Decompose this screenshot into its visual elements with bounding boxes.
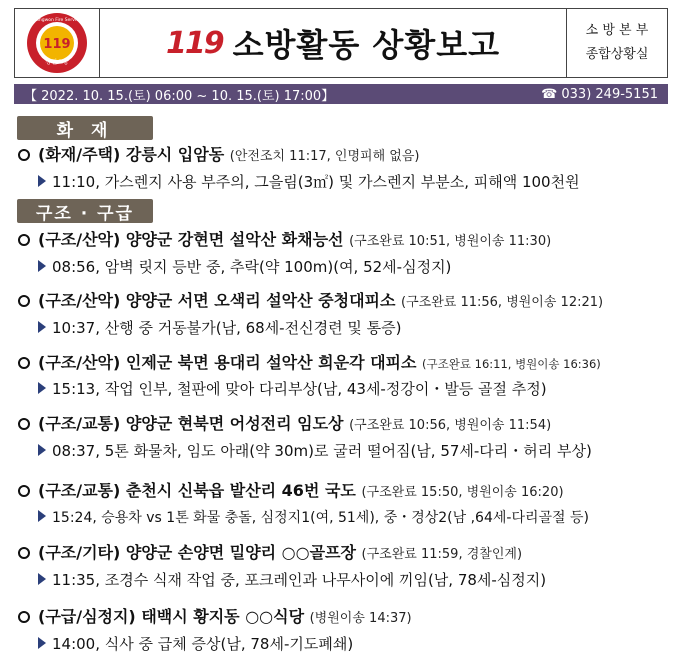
incident-status: (구조완료 11:59, 경찰인계): [361, 547, 523, 562]
incident-detail: 15:13, 작업 인부, 철판에 맞아 다리부상(남, 43세-정강이・발등 골절 추정): [52, 380, 547, 398]
bullet-circle-icon: [18, 611, 30, 623]
triangle-bullet-icon: [38, 637, 46, 649]
incident-status: (안전조치 11:17, 인명피해 없음): [229, 149, 420, 164]
incident-item: [18, 290, 671, 339]
logo-ring-text: Gangwon Fire Service: [32, 18, 82, 23]
incident-title: (구조/산악) 인제군 북면 용대리 설악산 희운각 대피소: [38, 353, 417, 372]
incident-item: [18, 144, 671, 193]
logo-bottom-text: 강원소방: [45, 59, 69, 66]
incident-detail: 11:35, 조경수 식재 작업 중, 포크레인과 나무사이에 끼임(남, 78세-심정지): [52, 571, 547, 589]
incident-item: [18, 606, 671, 655]
report-header: [14, 8, 668, 78]
incident-detail: 08:37, 5톤 화물차, 임도 아래(약 30m)로 굴러 떨어짐(남, 57세-다리・허리 부상): [52, 442, 592, 460]
section-tag-rescue: 구조 · 구급: [17, 199, 153, 223]
department-name: 소 방 본 부: [585, 23, 649, 38]
bullet-circle-icon: [18, 357, 30, 369]
incident-item: [18, 229, 671, 278]
bullet-circle-icon: [18, 418, 30, 430]
incident-item: [18, 352, 671, 400]
title-cell: [100, 9, 566, 77]
title-119-mark: 119: [165, 25, 223, 61]
incident-status: (구조완료 16:11, 병원이송 16:36): [422, 357, 601, 371]
incident-status: (구조완료 10:56, 병원이송 11:54): [349, 418, 552, 433]
incident-title: (구조/교통) 양양군 현북면 어성전리 임도상: [38, 414, 344, 433]
logo-cell: [15, 9, 100, 77]
department-office: 종합상황실: [585, 47, 649, 62]
bullet-circle-icon: [18, 485, 30, 497]
incident-detail: 15:24, 승용차 vs 1톤 화물 충돌, 심정지1(여, 51세), 중・경상2(남 ,64세-다리골절 등): [52, 510, 589, 526]
contact-phone: ☎ 033) 249-5151: [541, 86, 658, 102]
gangwon-fire-logo-icon: [26, 12, 88, 74]
triangle-bullet-icon: [38, 175, 46, 187]
section-tag-fire: 화 재: [17, 116, 153, 140]
incident-status: (구조완료 10:51, 병원이송 11:30): [349, 234, 552, 249]
bullet-circle-icon: [18, 295, 30, 307]
incident-status: (구조완료 11:56, 병원이송 12:21): [401, 295, 604, 310]
incident-title: (구조/기타) 양양군 손양면 밀양리 ○○골프장: [38, 543, 356, 562]
triangle-bullet-icon: [38, 260, 46, 272]
incident-title: (화재/주택) 강릉시 입암동: [38, 145, 225, 164]
incident-detail: 11:10, 가스렌지 사용 부주의, 그을림(3㎡) 및 가스렌지 부분소, 피해액 100천원: [52, 173, 580, 191]
triangle-bullet-icon: [38, 382, 46, 394]
triangle-bullet-icon: [38, 321, 46, 333]
incident-detail: 14:00, 식사 중 급체 증상(남, 78세-기도폐쇄): [52, 635, 354, 653]
info-bar: [14, 84, 668, 104]
report-period: 【 2022. 10. 15.(토) 06:00 ~ 10. 15.(토) 17:00】: [24, 88, 335, 104]
bullet-circle-icon: [18, 547, 30, 559]
incident-title: (구급/심정지) 태백시 황지동 ○○식당: [38, 607, 305, 626]
triangle-bullet-icon: [38, 510, 46, 522]
bullet-circle-icon: [18, 149, 30, 161]
logo-emblem-text: 119: [43, 37, 71, 52]
incident-status: (구조완료 15:50, 병원이송 16:20): [361, 485, 564, 500]
incident-item: [18, 413, 671, 462]
incident-title: (구조/교통) 춘천시 신북읍 발산리 46번 국도: [38, 481, 356, 500]
incident-detail: 08:56, 암벽 릿지 등반 중, 추락(약 100m)(여, 52세-심정지): [52, 258, 452, 276]
page-title: 소방활동 상황보고: [232, 26, 501, 64]
triangle-bullet-icon: [38, 444, 46, 456]
incident-title: (구조/산악) 양양군 서면 오색리 설악산 중청대피소: [38, 291, 396, 310]
incident-item: [18, 542, 671, 591]
incident-detail: 10:37, 산행 중 거동불가(남, 68세-전신경련 및 통증): [52, 319, 402, 337]
incident-title: (구조/산악) 양양군 강현면 설악산 화채능선: [38, 230, 344, 249]
bullet-circle-icon: [18, 234, 30, 246]
incident-status: (병원이송 14:37): [309, 611, 412, 626]
department-cell: [566, 9, 667, 77]
triangle-bullet-icon: [38, 573, 46, 585]
incident-item: [18, 480, 671, 529]
